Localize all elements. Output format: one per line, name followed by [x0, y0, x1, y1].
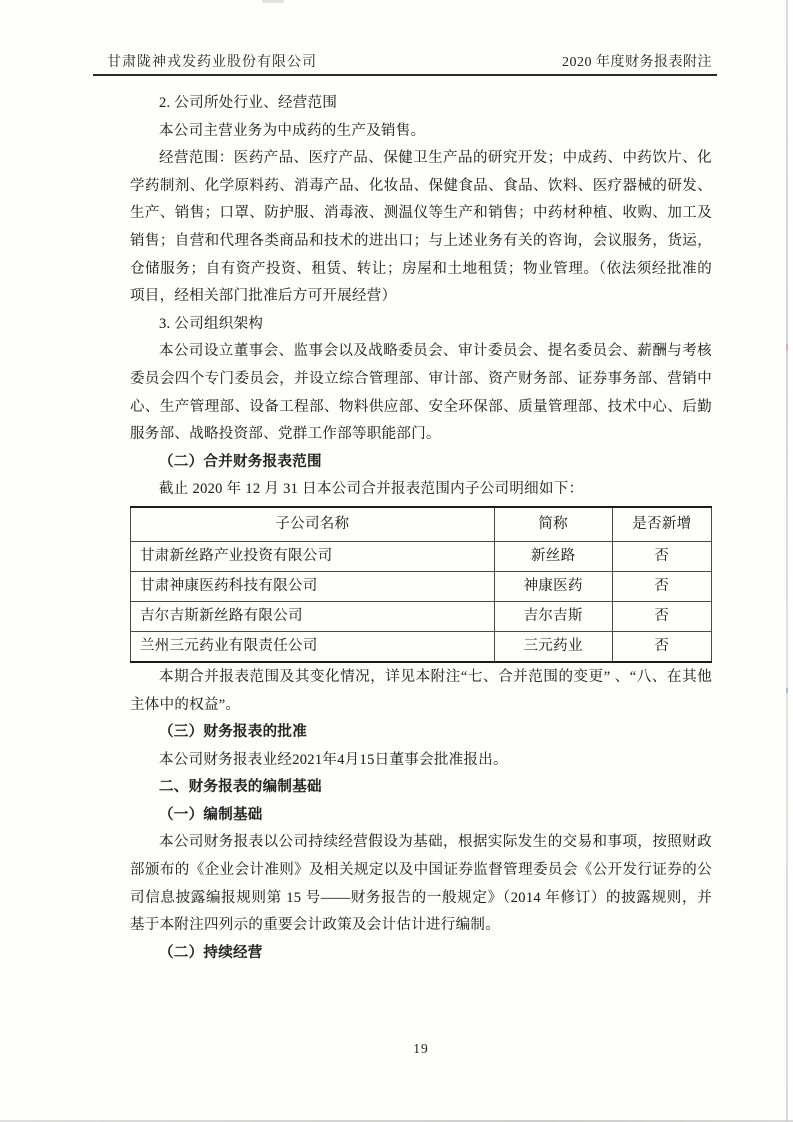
header-is-new: 是否新增 [612, 507, 711, 542]
header-short-name: 简称 [494, 507, 612, 542]
scan-speck-pink [786, 344, 788, 351]
is-new-cell: 否 [612, 631, 711, 662]
heading-statements-approval: （三）财务报表的批准 [159, 724, 307, 741]
document-body [130, 90, 712, 967]
short-name-cell: 吉尔吉斯 [494, 601, 612, 631]
scan-smudge-top [262, 0, 284, 3]
page-number: 19 [413, 1041, 429, 1056]
para-consolidation-change-note: 本期合并报表范围及其变化情况，详见本附注“七、合并范围的变更” 、“八、在其他主体中的权益”。 [130, 668, 712, 713]
table-row [131, 601, 712, 631]
heading-preparation-basis-section: 二、财务报表的编制基础 [159, 779, 322, 796]
table-row [131, 631, 712, 662]
scan-speck-blue [786, 688, 788, 693]
para-main-business: 本公司主营业务为中成药的生产及销售。 [159, 122, 426, 139]
short-name-cell: 新丝路 [494, 541, 612, 571]
para-org-structure: 本公司设立董事会、监事会以及战略委员会、审计委员会、提名委员会、薪酬与考核委员会四个专门委员会，并设立综合管理部、审计部、资产财务部、证券事务部、营销中心、生产管理部、设备工程部、物料供应部、安全环保部、质量管理部、技术中心、后勤服务部、战略投资部、党群工作部等职能部门。 [130, 343, 712, 443]
report-title: 2020 年度财务报表附注 [562, 55, 712, 70]
subsidiary-name-cell: 兰州三元药业有限责任公司 [131, 631, 495, 662]
section-org-heading: 3. 公司组织架构 [159, 315, 264, 332]
is-new-cell: 否 [612, 601, 711, 631]
subsidiary-name-cell: 吉尔吉斯新丝路有限公司 [131, 601, 495, 631]
subsidiary-name-cell: 甘肃新丝路产业投资有限公司 [131, 541, 495, 571]
heading-consolidated-scope: （二）合并财务报表范围 [159, 453, 322, 470]
table-row [131, 571, 712, 601]
table-row [131, 541, 712, 571]
para-consolidation-intro: 截止 2020 年 12 月 31 日本公司合并报表范围内子公司明细如下： [159, 481, 584, 498]
company-name: 甘肃陇神戎发药业股份有限公司 [107, 55, 317, 70]
is-new-cell: 否 [612, 541, 711, 571]
section-industry-heading: 2. 公司所处行业、经营范围 [159, 95, 338, 111]
header-rule [93, 74, 717, 76]
para-business-scope: 经营范围：医药产品、医疗产品、保健卫生产品的研究开发；中成药、中药饮片、化学药制剂、化学原料药、消毒产品、化妆品、保健食品、食品、饮料、医疗器械的研发、生产、销售；口罩、防护服、消毒液、测温仪等生产和销售；中药材种植、收购、加工及销售；自营和代理各类商品和技术的进出口；与上述业务有关的咨询，会议服务，货运，仓储服务；自有资产投资、租赁、转让；房屋和土地租赁；物业管理。（依法须经批准的项目，经相关部门批准后方可开展经营） [130, 150, 712, 305]
heading-preparation-basis: （一）编制基础 [159, 806, 263, 823]
subsidiaries-table [130, 506, 712, 663]
header-subsidiary-name: 子公司名称 [131, 507, 495, 542]
short-name-cell: 三元药业 [494, 631, 612, 662]
scan-line-right [786, 0, 788, 1122]
heading-going-concern: （二）持续经营 [159, 944, 263, 961]
para-approval: 本公司财务报表业经2021年4月15日董事会批准报出。 [159, 751, 508, 768]
para-preparation-basis: 本公司财务报表以公司持续经营假设为基础，根据实际发生的交易和事项，按照财政部颁布的《企业会计准则》及相关规定以及中国证券监督管理委员会《公开发行证券的公司信息披露编报规则第 15 号——财务报告的一般规定》（2014 年修订）的披露规则，并基于本附注四列示的重要会计政策及会计估计进行编制。 [130, 834, 712, 934]
short-name-cell: 神康医药 [494, 571, 612, 601]
is-new-cell: 否 [612, 571, 711, 601]
subsidiary-name-cell: 甘肃神康医药科技有限公司 [131, 571, 495, 601]
table-header-row [131, 507, 712, 542]
